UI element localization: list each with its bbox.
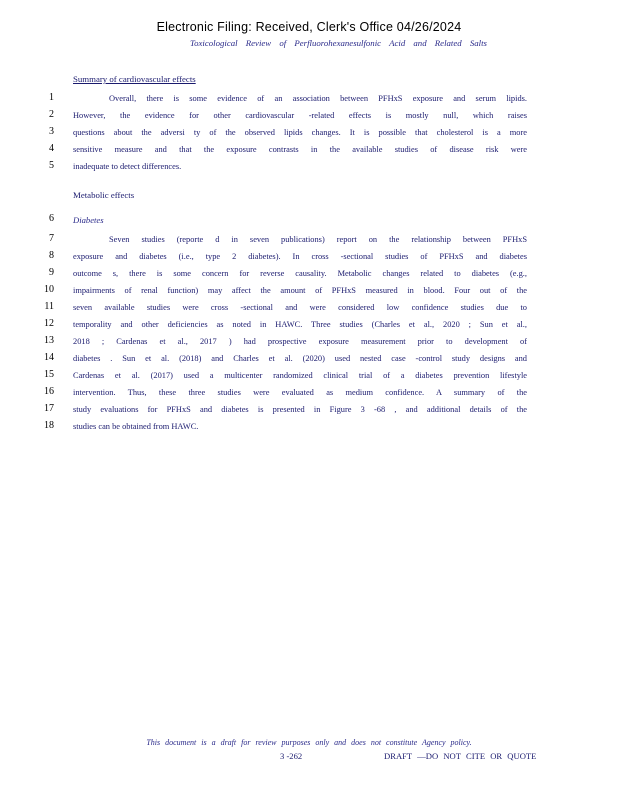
text-line: questions about the adversi ty of the observed lipids changes. It is possible that cholesterol is a more	[73, 128, 527, 137]
line-number: 8	[49, 250, 54, 261]
line-number: 4	[49, 143, 54, 154]
section-heading-summary: Summary of cardiovascular effects	[73, 74, 196, 84]
line-number: 10	[44, 284, 54, 295]
line-number: 15	[44, 369, 54, 380]
text-line: However, the evidence for other cardiovascular -related effects is mostly null, which raises	[73, 111, 527, 120]
text-line: Overall, there is some evidence of an association between PFHxS exposure and serum lipids.	[109, 94, 527, 103]
line-number: 13	[44, 335, 54, 346]
document-title: Toxicological Review of Perfluorohexanesulfonic Acid and Related Salts	[190, 38, 487, 48]
text-line: impairments of renal function) may affect the amount of PFHxS measured in blood. Four out of the	[73, 286, 527, 295]
section-heading-metabolic: Metabolic effects	[73, 190, 135, 200]
line-number: 5	[49, 160, 54, 171]
filing-stamp: Electronic Filing: Received, Clerk's Office 04/26/2024	[156, 20, 462, 34]
text-line: diabetes . Sun et al. (2018) and Charles et al. (2020) used nested case -control study designs and	[73, 354, 527, 363]
text-line: sensitive measure and that the exposure contrasts in the available studies of disease risk were	[73, 145, 527, 154]
line-number: 14	[44, 352, 54, 363]
text-line: 2018 ; Cardenas et al., 2017 ) had prospective exposure measurement prior to development of	[73, 337, 527, 346]
draft-notice: DRAFT —DO NOT CITE OR QUOTE	[384, 751, 537, 761]
line-number: 2	[49, 109, 54, 120]
text-line: Seven studies (reporte d in seven publications) report on the relationship between PFHxS	[109, 235, 527, 244]
text-line: temporality and other deficiencies as noted in HAWC. Three studies (Charles et al., 2020 ; Sun et al.,	[73, 320, 527, 329]
page-number: 3 -262	[280, 751, 303, 761]
line-number: 7	[49, 233, 54, 244]
line-number: 12	[44, 318, 54, 329]
line-number: 1	[49, 92, 54, 103]
line-number: 6	[49, 213, 54, 224]
text-line: Cardenas et al. (2017) used a multicenter randomized clinical trial of a diabetes prevention lifestyle	[73, 371, 527, 380]
line-number: 9	[49, 267, 54, 278]
footer-disclaimer: This document is a draft for review purposes only and does not constitute Agency policy.	[146, 738, 472, 747]
line-number: 17	[44, 403, 54, 414]
line-number: 11	[44, 301, 54, 312]
text-line: seven available studies were cross -sectional and were considered low confidence studies due to	[73, 303, 527, 312]
text-line: exposure and diabetes (i.e., type 2 diabetes). In cross -sectional studies of PFHxS and diabetes	[73, 252, 527, 261]
subheading-diabetes: Diabetes	[73, 215, 104, 225]
text-line: outcome s, there is some concern for reverse causality. Metabolic changes related to diabetes (e.g.,	[73, 269, 527, 278]
text-line: inadequate to detect differences.	[73, 162, 182, 171]
text-line: intervention. Thus, these three studies were evaluated as medium confidence. A summary of the	[73, 388, 527, 397]
line-number: 16	[44, 386, 54, 397]
text-line: study evaluations for PFHxS and diabetes is presented in Figure 3 -68 , and additional details of the	[73, 405, 527, 414]
text-line: studies can be obtained from HAWC.	[73, 422, 199, 431]
line-number: 3	[49, 126, 54, 137]
line-number: 18	[44, 420, 54, 431]
